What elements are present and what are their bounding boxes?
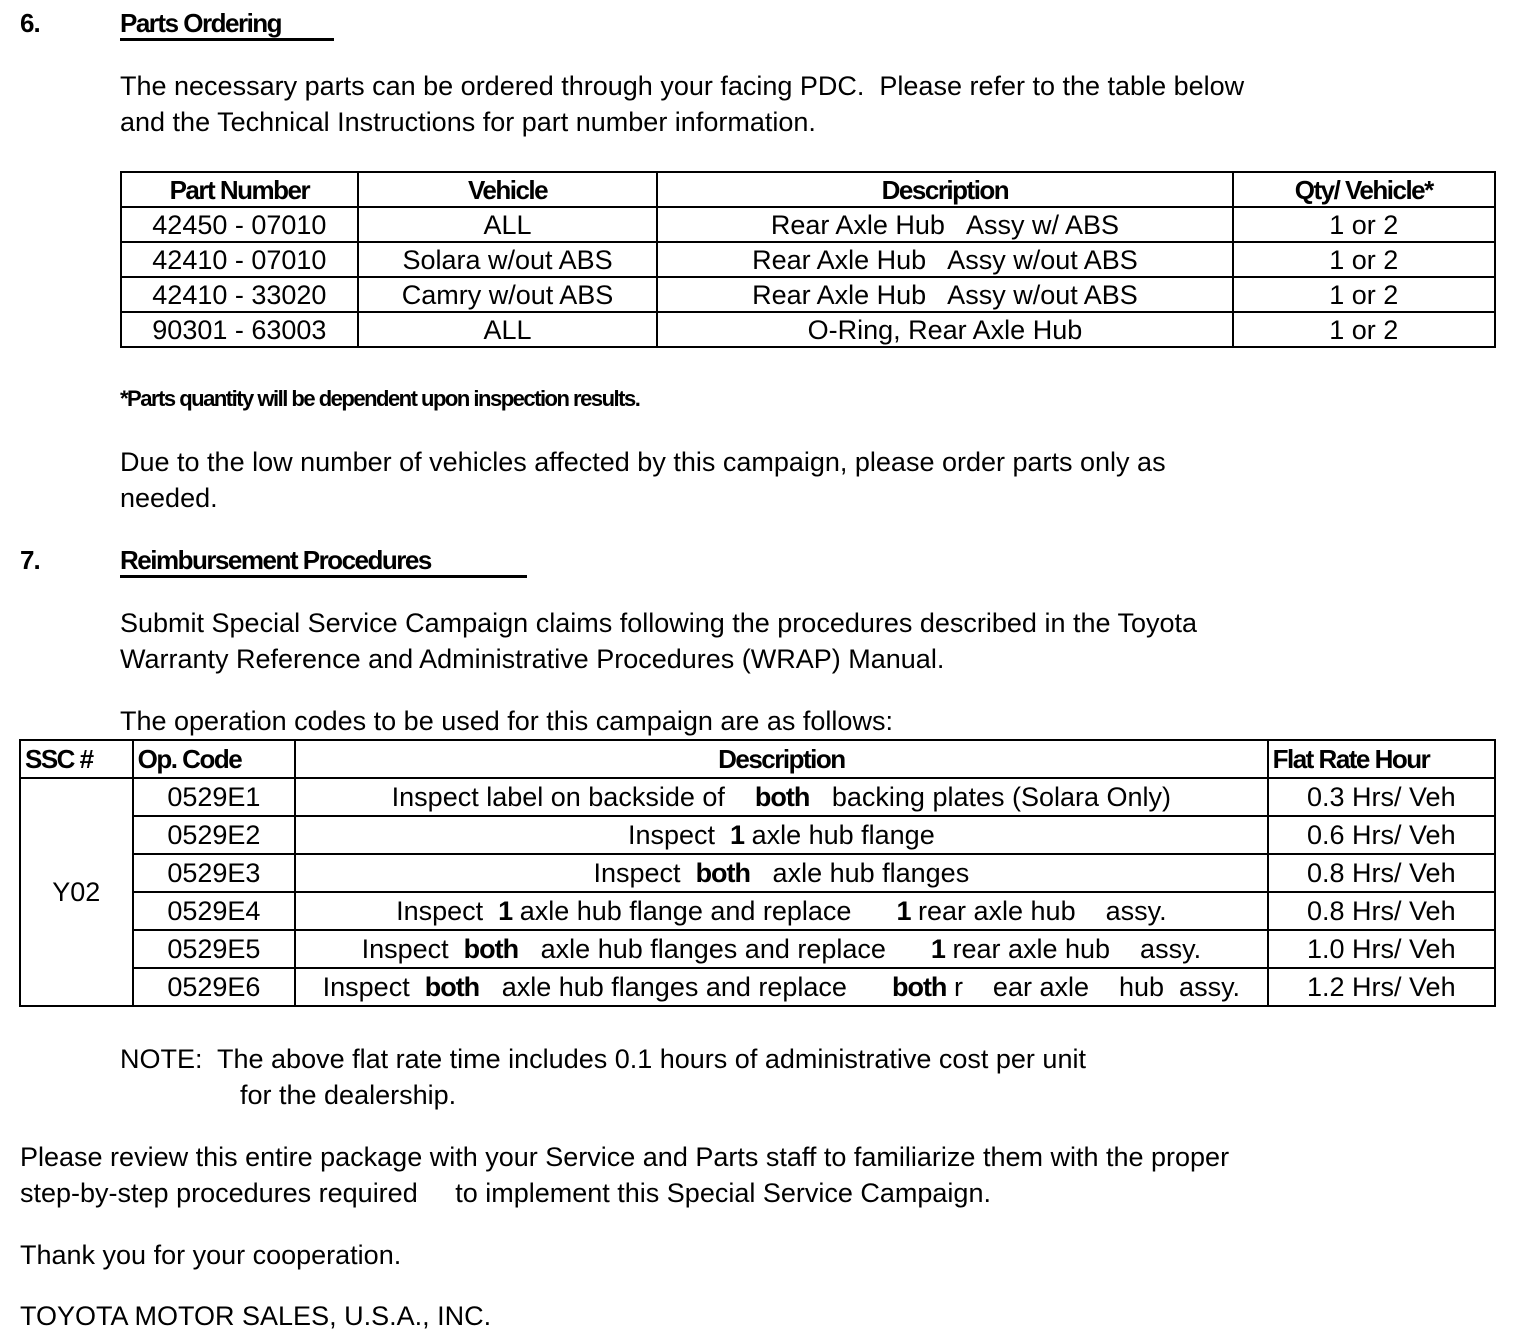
qty-cell: 1 or 2 bbox=[1233, 242, 1495, 277]
parts-header-qty: Qty/ Vehicle* bbox=[1233, 172, 1495, 207]
vehicle-cell: ALL bbox=[358, 312, 658, 347]
table-row bbox=[20, 892, 1495, 930]
flat-rate-cell: 1.2 Hrs/ Veh bbox=[1268, 968, 1495, 1006]
parts-header-vehicle: Vehicle bbox=[358, 172, 658, 207]
qty-cell: 1 or 2 bbox=[1233, 312, 1495, 347]
vehicle-cell: ALL bbox=[358, 207, 658, 242]
flat-rate-cell: 0.8 Hrs/ Veh bbox=[1268, 892, 1495, 930]
table-row bbox=[20, 854, 1495, 892]
flat-rate-cell: 1.0 Hrs/ Veh bbox=[1268, 930, 1495, 968]
flat-rate-cell: 0.6 Hrs/ Veh bbox=[1268, 816, 1495, 854]
table-row bbox=[20, 968, 1495, 1006]
part-number-cell: 90301 - 63003 bbox=[121, 312, 358, 347]
op-code-cell: 0529E2 bbox=[133, 816, 295, 854]
op-description-cell: Inspect both axle hub flanges and replace both r ear axle hub assy. bbox=[295, 968, 1267, 1006]
flat-rate-cell: 0.3 Hrs/ Veh bbox=[1268, 778, 1495, 816]
table-row bbox=[121, 207, 1495, 242]
opcode-header-flat-rate: Flat Rate Hour bbox=[1268, 740, 1495, 778]
table-row bbox=[121, 312, 1495, 347]
section-7-intro-line-2: Warranty Reference and Administrative Procedures (WRAP) Manual. bbox=[120, 644, 945, 674]
description-cell: Rear Axle Hub Assy w/out ABS bbox=[657, 242, 1232, 277]
section-7-note-line-2: for the dealership. bbox=[240, 1080, 457, 1110]
opcode-header-description: Description bbox=[295, 740, 1267, 778]
opcode-header-ssc: SSC # bbox=[20, 740, 133, 778]
description-cell: O-Ring, Rear Axle Hub bbox=[657, 312, 1232, 347]
op-code-cell: 0529E5 bbox=[133, 930, 295, 968]
qty-cell: 1 or 2 bbox=[1233, 277, 1495, 312]
section-7-note-line-1: NOTE: The above flat rate time includes 0.1 hours of administrative cost per unit bbox=[120, 1044, 1086, 1074]
section-6-number: 6. bbox=[20, 8, 40, 38]
section-6-intro-line-1: The necessary parts can be ordered through your facing PDC. Please refer to the table below bbox=[120, 71, 1245, 101]
opcode-header-op-code: Op. Code bbox=[133, 740, 295, 778]
section-7-intro-line-1: Submit Special Service Campaign claims following the procedures described in the Toyota bbox=[120, 608, 1198, 638]
part-number-cell: 42450 - 07010 bbox=[121, 207, 358, 242]
opcode-table bbox=[19, 739, 1496, 1007]
section-7-title: Reimbursement Procedures bbox=[120, 545, 527, 578]
table-row bbox=[121, 242, 1495, 277]
section-6-note-line-2: needed. bbox=[120, 483, 218, 513]
thank-you-text: Thank you for your cooperation. bbox=[20, 1240, 402, 1270]
closing-line-2: step-by-step procedures required to implement this Special Service Campaign. bbox=[20, 1178, 991, 1208]
vehicle-cell: Solara w/out ABS bbox=[358, 242, 658, 277]
flat-rate-cell: 0.8 Hrs/ Veh bbox=[1268, 854, 1495, 892]
op-description-cell: Inspect 1 axle hub flange and replace 1 rear axle hub assy. bbox=[295, 892, 1267, 930]
section-7-number: 7. bbox=[20, 545, 40, 575]
table-row bbox=[121, 277, 1495, 312]
op-description-cell: Inspect both axle hub flanges and replace 1 rear axle hub assy. bbox=[295, 930, 1267, 968]
op-code-cell: 0529E3 bbox=[133, 854, 295, 892]
section-6-note-line-1: Due to the low number of vehicles affected by this campaign, please order parts only as bbox=[120, 447, 1166, 477]
part-number-cell: 42410 - 07010 bbox=[121, 242, 358, 277]
opcodes-intro: The operation codes to be used for this campaign are as follows: bbox=[120, 706, 893, 736]
parts-table-header-row bbox=[121, 172, 1495, 207]
op-code-cell: 0529E6 bbox=[133, 968, 295, 1006]
ssc-cell: Y02 bbox=[20, 778, 133, 1006]
company-name: TOYOTA MOTOR SALES, U.S.A., INC. bbox=[20, 1301, 492, 1331]
closing-line-1: Please review this entire package with your Service and Parts staff to familiarize them with the proper bbox=[20, 1142, 1230, 1172]
vehicle-cell: Camry w/out ABS bbox=[358, 277, 658, 312]
qty-cell: 1 or 2 bbox=[1233, 207, 1495, 242]
section-6-title: Parts Ordering bbox=[120, 8, 334, 41]
table-row bbox=[20, 816, 1495, 854]
table-row bbox=[20, 778, 1495, 816]
description-cell: Rear Axle Hub Assy w/out ABS bbox=[657, 277, 1232, 312]
parts-table bbox=[120, 171, 1496, 348]
parts-footnote: *Parts quantity will be dependent upon inspection results. bbox=[120, 386, 640, 411]
opcode-table-header-row bbox=[20, 740, 1495, 778]
description-cell: Rear Axle Hub Assy w/ ABS bbox=[657, 207, 1232, 242]
part-number-cell: 42410 - 33020 bbox=[121, 277, 358, 312]
op-code-cell: 0529E1 bbox=[133, 778, 295, 816]
op-description-cell: Inspect 1 axle hub flange bbox=[295, 816, 1267, 854]
section-6-intro-line-2: and the Technical Instructions for part number information. bbox=[120, 107, 816, 137]
op-description-cell: Inspect label on backside of both backing plates (Solara Only) bbox=[295, 778, 1267, 816]
parts-header-description: Description bbox=[657, 172, 1232, 207]
table-row bbox=[20, 930, 1495, 968]
op-description-cell: Inspect both axle hub flanges bbox=[295, 854, 1267, 892]
parts-header-part-number: Part Number bbox=[121, 172, 358, 207]
op-code-cell: 0529E4 bbox=[133, 892, 295, 930]
